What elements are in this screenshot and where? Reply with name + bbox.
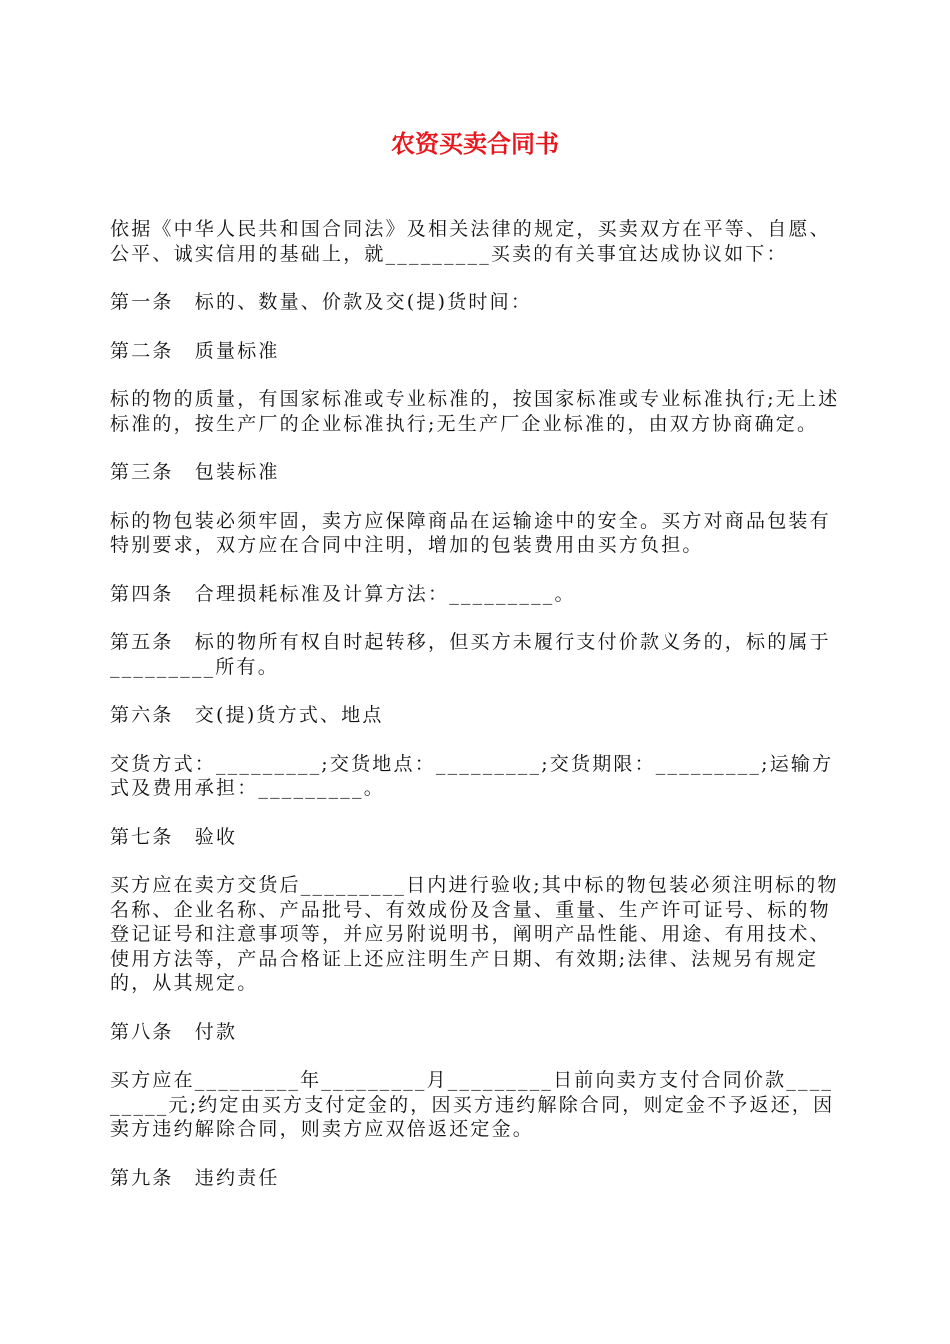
article-3-text: 标的物包装必须牢固，卖方应保障商品在运输途中的安全。买方对商品包装有特别要求，双方应在合同中注明，增加的包装费用由买方负担。 bbox=[110, 509, 831, 556]
article-8-text: 买方应在_________年_________月_________日前向卖方支付合同价款_________元;约定由买方支付定金的，因买方违约解除合同，则定金不予返还，因卖方违约解除合同，则卖方应双倍返还定金。 bbox=[110, 1069, 835, 1140]
article-4-text: 第四条 合理损耗标准及计算方法：_________。 bbox=[110, 582, 576, 605]
article-8-heading: 第八条 付款 bbox=[110, 1020, 238, 1043]
article-6-text: 交货方式：_________;交货地点：_________;交货期限：_________;运输方式及费用承担：_________。 bbox=[110, 752, 834, 799]
document-title: 农资买卖合同书 bbox=[391, 130, 559, 158]
article-2-text: 标的物的质量，有国家标准或专业标准的，按国家标准或专业标准执行;无上述标准的，按生产厂的企业标准执行;无生产厂企业标准的，由双方协商确定。 bbox=[110, 388, 840, 435]
article-2-heading: 第二条 质量标准 bbox=[110, 339, 280, 362]
article-7-heading: 第七条 验收 bbox=[110, 825, 238, 848]
article-6-heading: 第六条 交(提)货方式、地点 bbox=[110, 704, 384, 726]
article-3-heading: 第三条 包装标准 bbox=[110, 461, 280, 483]
article-1-heading: 第一条 标的、数量、价款及交(提)货时间： bbox=[110, 291, 533, 313]
article-7-text: 买方应在卖方交货后_________日内进行验收;其中标的物包装必须注明标的物名称、企业名称、产品批号、有效成份及含量、重量、生产许可证号、标的物登记证号和注意事项等，并应另附说明书，阐明产品性能、用途、有用技术、使用方法等，产品合格证上还应注明生产日期、有效期;法律、法规另有规定的，从其规定。 bbox=[110, 874, 839, 994]
preamble-paragraph: 依据《中华人民共和国合同法》及相关法律的规定，买卖双方在平等、自愿、公平、诚实信用的基础上，就_________买卖的有关事宜达成协议如下： bbox=[110, 218, 831, 265]
article-5-text: 第五条 标的物所有权自时起转移，但买方未履行支付价款义务的，标的属于_________所有。 bbox=[110, 631, 831, 678]
document-body bbox=[110, 217, 842, 1214]
article-9-heading: 第九条 违约责任 bbox=[110, 1166, 280, 1189]
